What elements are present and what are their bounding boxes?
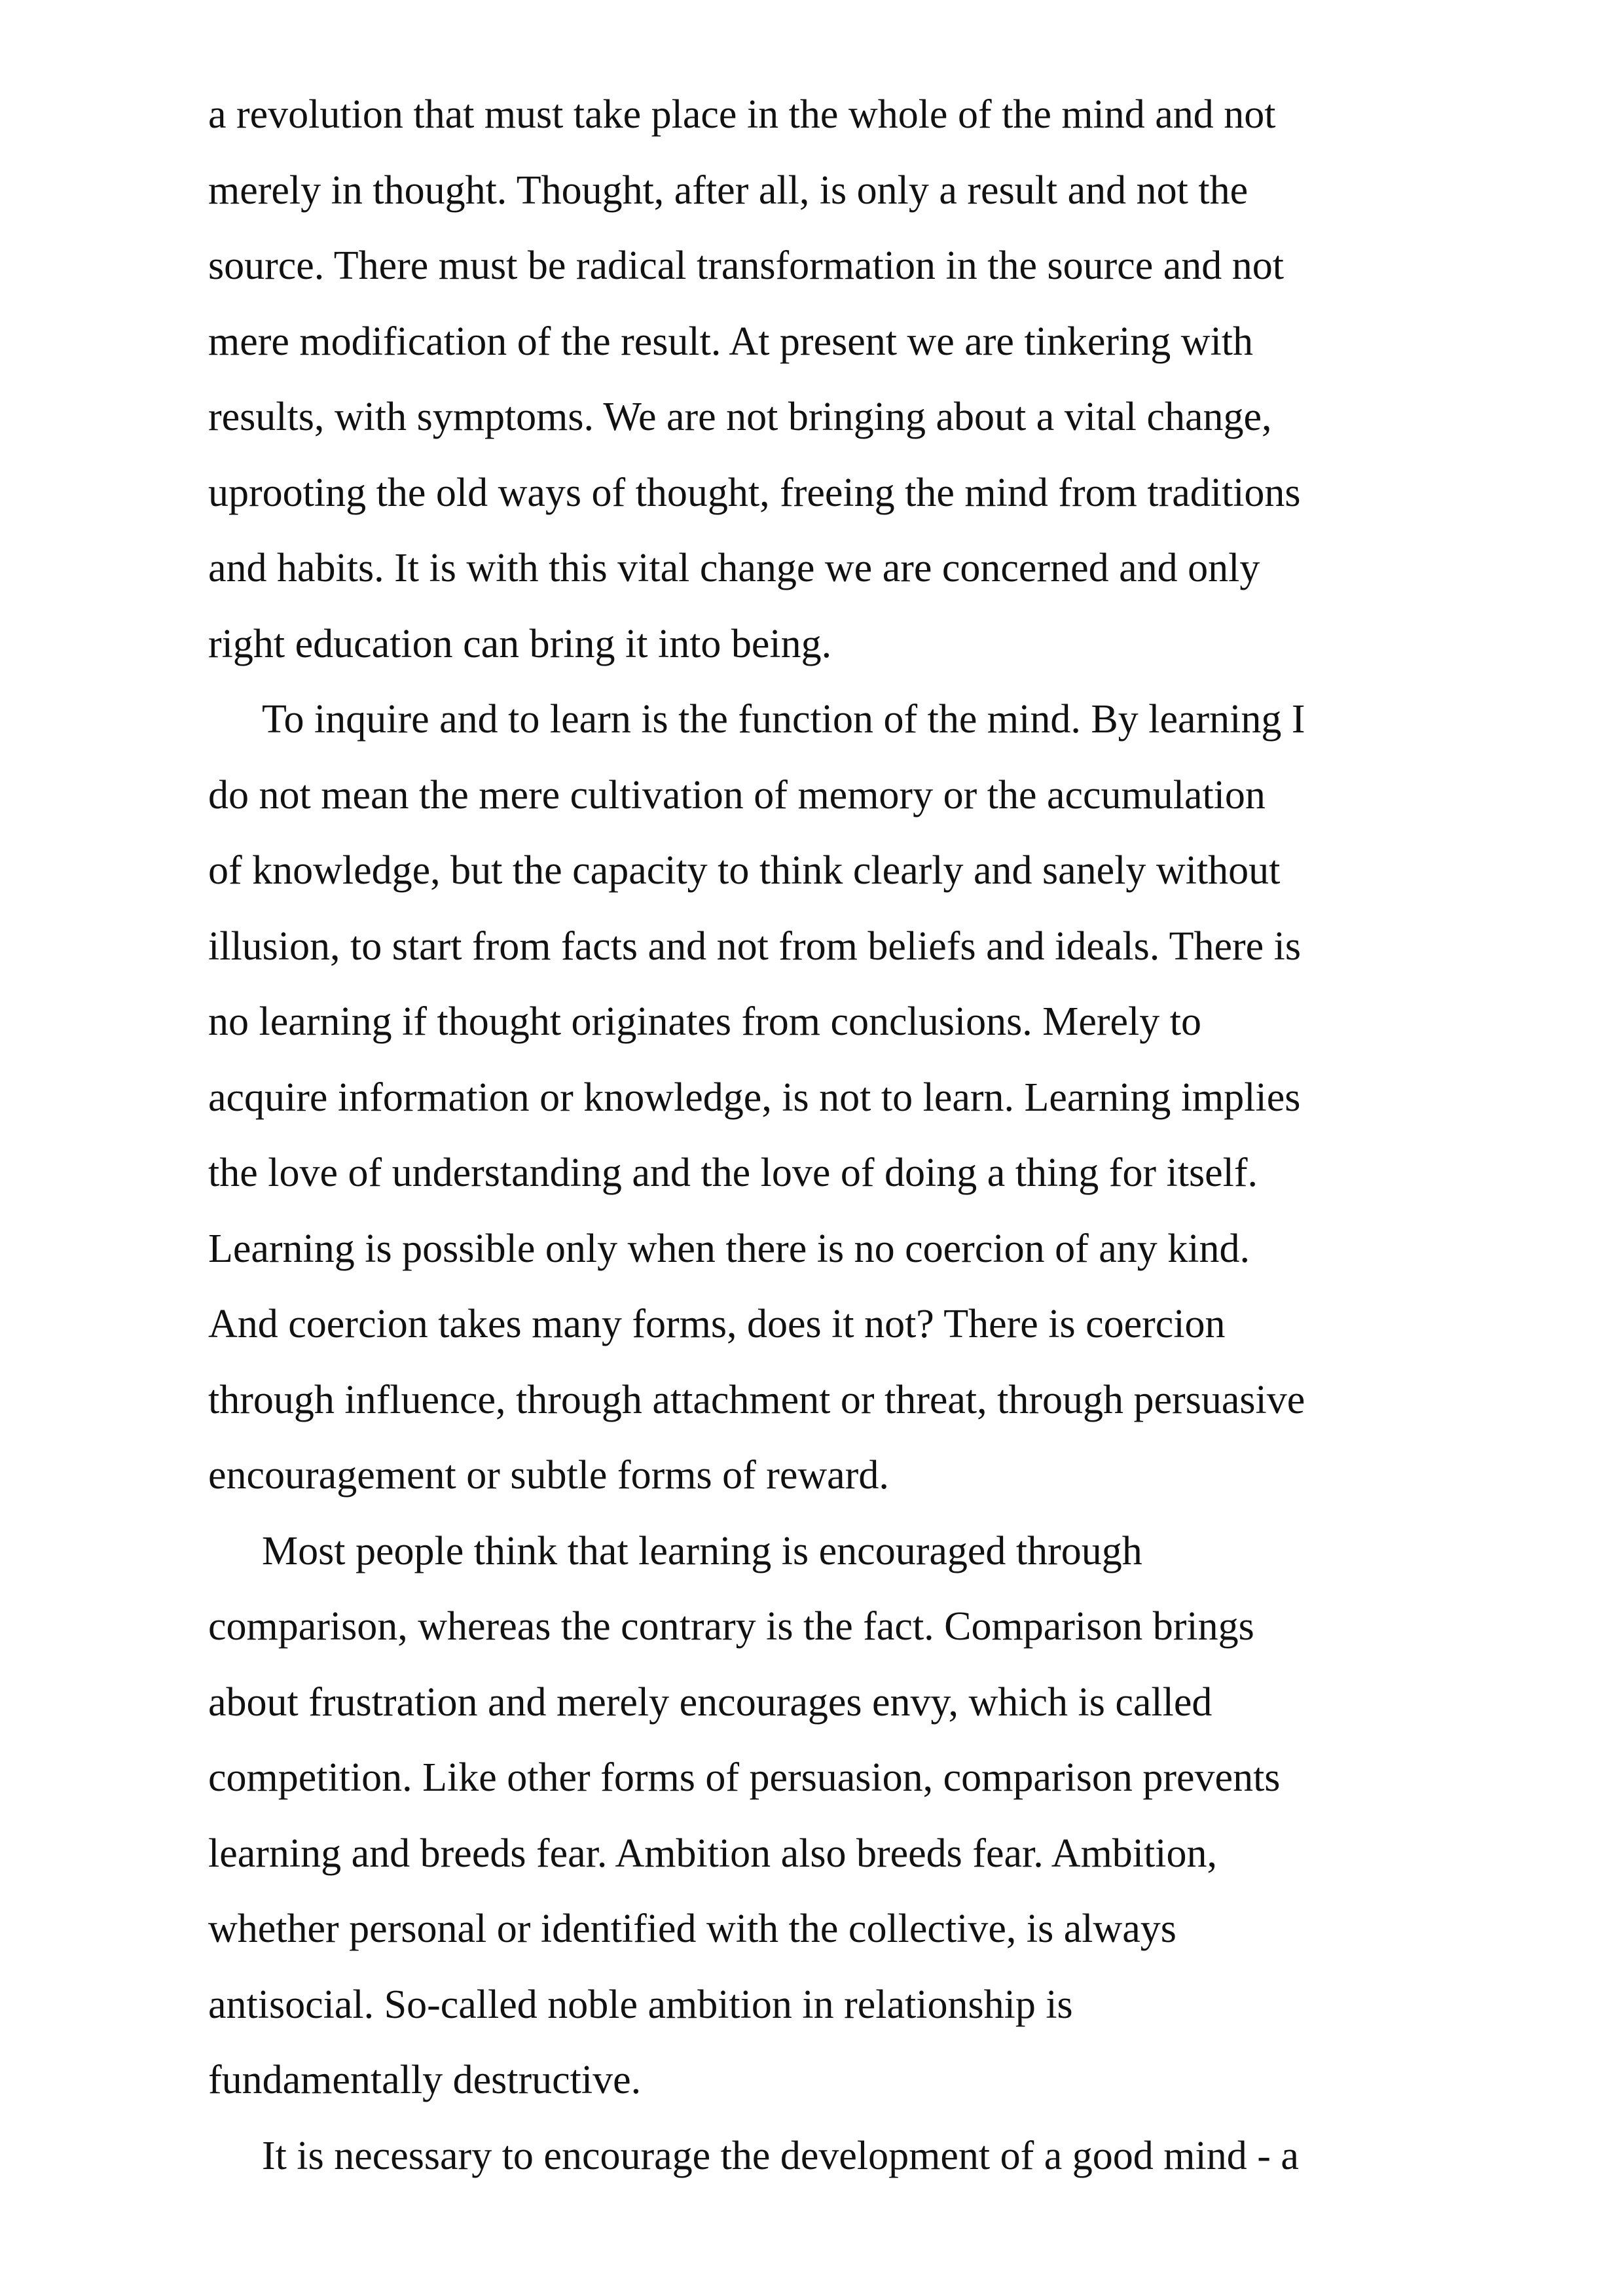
text-line: whether personal or identified with the collective, is always xyxy=(208,1907,1176,1951)
text-line: merely in thought. Thought, after all, is only a result and not the xyxy=(208,168,1249,213)
text-line: antisocial. So-called noble ambition in relationship is xyxy=(208,1982,1073,2027)
body-text xyxy=(208,77,1452,2194)
text-line: And coercion takes many forms, does it not? There is coercion xyxy=(208,1302,1226,1346)
text-line: learning and breeds fear. Ambition also breeds fear. Ambition, xyxy=(208,1831,1217,1876)
text-line: mere modification of the result. At present we are tinkering with xyxy=(208,319,1254,364)
text-line: do not mean the mere cultivation of memory or the accumulation xyxy=(208,772,1266,817)
text-line: illusion, to start from facts and not from beliefs and ideals. There is xyxy=(208,924,1302,969)
paragraph xyxy=(208,2119,1452,2195)
text-line: no learning if thought originates from conclusions. Merely to xyxy=(208,999,1201,1044)
text-line: uprooting the old ways of thought, freeing the mind from traditions xyxy=(208,470,1301,515)
paragraph xyxy=(208,1514,1452,2119)
text-line: about frustration and merely encourages envy, which is called xyxy=(208,1679,1213,1725)
text-line: acquire information or knowledge, is not to learn. Learning implies xyxy=(208,1075,1301,1120)
text-line: of knowledge, but the capacity to think clearly and sanely without xyxy=(208,848,1281,893)
paragraph xyxy=(208,77,1452,682)
text-line: fundamentally destructive. xyxy=(208,2058,642,2102)
text-line: To inquire and to learn is the function of the mind. By learning I xyxy=(262,697,1305,742)
text-line: through influence, through attachment or threat, through persuasive xyxy=(208,1377,1305,1422)
paragraph xyxy=(208,682,1452,1514)
text-line: competition. Like other forms of persuasion, comparison prevents xyxy=(208,1755,1281,1800)
text-line: It is necessary to encourage the development of a good mind - a xyxy=(262,2133,1299,2178)
text-line: the love of understanding and the love of doing a thing for itself. xyxy=(208,1151,1258,1195)
text-line: encouragement or subtle forms of reward. xyxy=(208,1453,889,1498)
text-line: comparison, whereas the contrary is the fact. Comparison brings xyxy=(208,1604,1254,1649)
text-line: source. There must be radical transformation in the source and not xyxy=(208,243,1285,288)
text-line: a revolution that must take place in the whole of the mind and not xyxy=(208,92,1276,137)
text-line: results, with symptoms. We are not bringing about a vital change, xyxy=(208,395,1272,439)
text-line: and habits. It is with this vital change we are concerned and only xyxy=(208,546,1260,590)
text-line: Most people think that learning is encouraged through xyxy=(262,1528,1142,1573)
text-line: Learning is possible only when there is no coercion of any kind. xyxy=(208,1226,1250,1271)
text-line: right education can bring it into being. xyxy=(208,621,832,666)
